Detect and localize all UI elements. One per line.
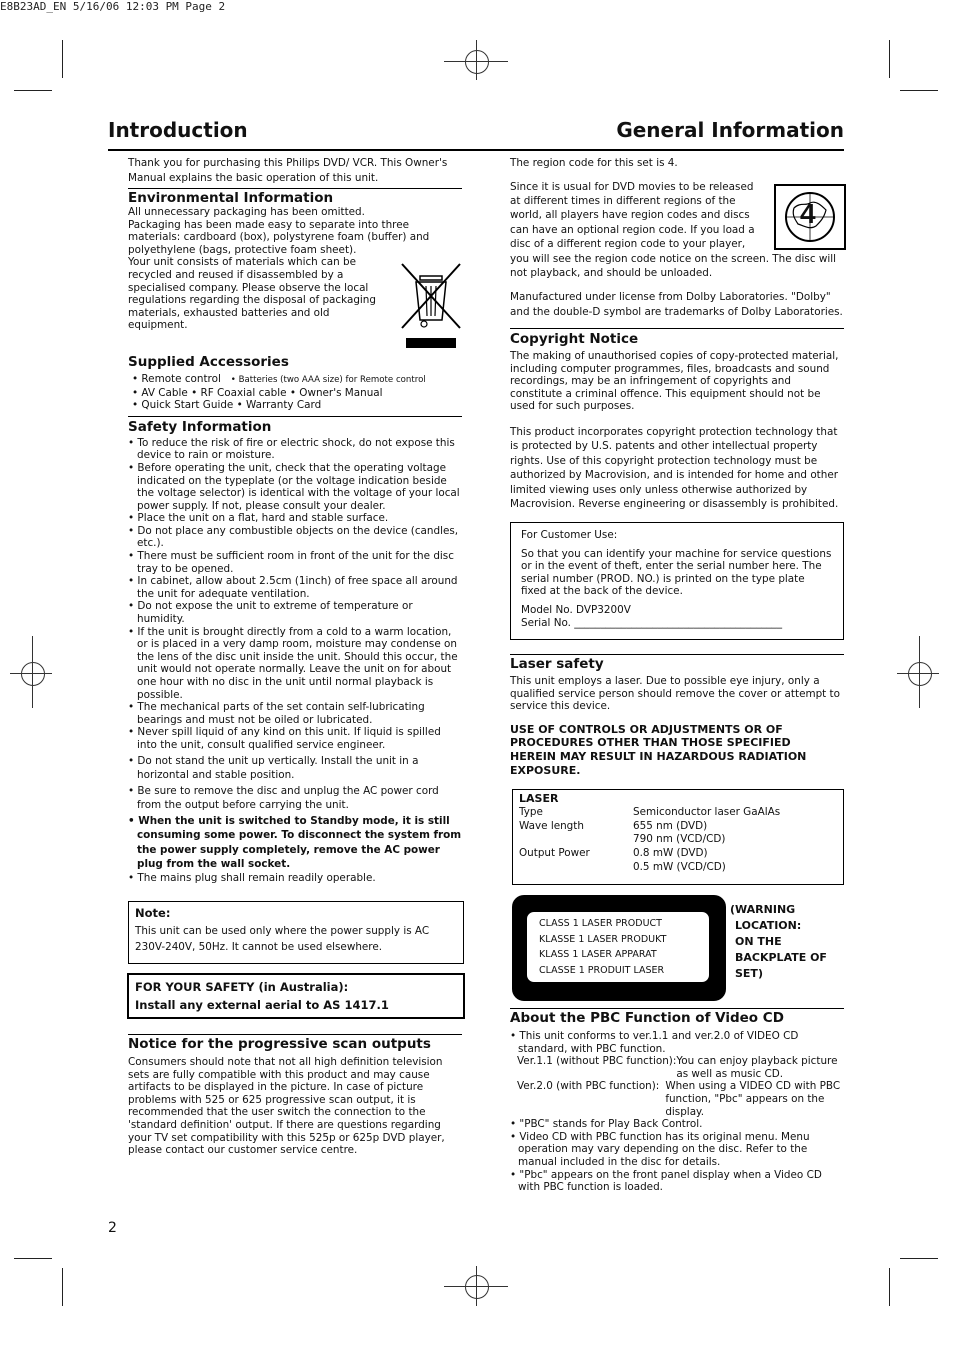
list-item: • Before operating the unit, check that the operating voltage indicated on the typeplate (or the voltage indication beside the voltage selector) is identical with the voltage of your local power supply. If not, please consult your dealer. [128,461,460,512]
registration-mark [476,40,477,80]
spec-value: 790 nm (VCD/CD) [633,833,726,846]
list-item: • Do not expose the unit to extreme of temperature or humidity. [128,600,413,626]
laser-spec-row [519,833,837,847]
pbc-version-row [510,1080,844,1118]
warning-location-line: LOCATION: [735,919,802,932]
warning-location-line: (WARNING [730,903,796,916]
list-item: • Place the unit on a flat, hard and stable surface. [128,512,389,525]
header-rule [108,149,844,151]
list-item: • Do not stand the unit up vertically. Install the unit in a horizontal and stable position. [128,754,419,781]
region-code-number: 4 [800,198,816,229]
laser-spec-row [519,847,837,861]
laser-section [510,654,844,777]
spec-value: 655 nm (DVD) [633,819,708,832]
spec-key: Output Power [519,847,590,860]
copyright-text-2: This product incorporates copyright protection technology that is protected by U.S. patents and other intellectual property rights. Use of this copyright protection technology must be authorized by Macrovision, and is intended for home and other limited viewing uses only unless otherwise authorized by Macrovision. Reverse engineering or disassembly is prohibited. [510,425,839,510]
spec-key: Type [519,805,543,818]
label-line: KLASS 1 LASER APPARAT [539,949,657,960]
crop-mark [889,1268,890,1306]
registration-mark [476,1266,477,1306]
safety-heading: Safety Information [128,418,272,435]
pbc-heading: About the PBC Function of Video CD [510,1010,784,1026]
accessory-item: • Batteries (two AAA size) for Remote control [230,374,426,385]
crop-mark [62,1268,63,1306]
note-text: This unit can be used only where the power supply is AC 230V-240V, 50Hz. It cannot be used elsewhere. [135,925,430,953]
list-item: • Do not place any combustible objects on the device (candles, etc.). [128,524,459,550]
laser-heading: Laser safety [510,656,604,672]
spec-value: 0.5 mW (VCD/CD) [633,860,726,873]
spec-key [519,861,633,875]
laser-spec-row [519,820,837,834]
laser-class-label-inner [526,911,710,983]
divider [510,328,844,329]
spec-key: Wave length [519,819,584,832]
print-slug: E8B23AD_EN 5/16/06 12:03 PM Page 2 [0,0,226,13]
progressive-section [128,1034,462,1157]
laser-warning: USE OF CONTROLS OR ADJUSTMENTS OR OF PROCEDURES OTHER THAN THOSE SPECIFIED HEREIN MAY RESULT IN HAZARDOUS RADIATION EXPOSURE. [510,722,807,777]
registration-mark [908,662,932,686]
warning-location [730,902,827,982]
label-line: CLASS 1 LASER PRODUCT [539,918,662,929]
progressive-text: Consumers should note that not all high definition television sets are fully compatible with this product and may cause artifacts to be displayed in the picture. In case of picture problems with 525 or 625 progressive scan output, it is recommended that the user switch the connection to the 'standard definition' output. If there are questions regarding your TV set compatibility with this 525p or 625p DVD player, please contact our customer service centre. [128,1056,445,1157]
environmental-heading: Environmental Information [128,190,334,206]
copyright-text-1: The making of unauthorised copies of copy-protected material, including computer programmes, files, broadcasts and sound recordings, may be an infringement of copyrights and constitute a criminal offence. This equipment should not be used for such purposes. [510,350,839,413]
list-item: • Be sure to remove the disc and unplug the AC power cord from the output before carrying the unit. [128,784,439,811]
spec-key [519,833,633,847]
crop-mark [62,40,63,78]
pbc-item: • "PBC" stands for Play Back Control. [510,1118,703,1131]
crop-mark [900,1258,938,1259]
copyright-heading: Copyright Notice [510,331,639,347]
accessory-row: • AV Cable • RF Coaxial cable • Owner's Manual [132,386,383,399]
section-title-introduction: Introduction [108,118,248,142]
laser-spec-row [519,861,837,875]
crop-mark [900,90,938,91]
region-text-a: Since it is usual for DVD movies to be released at different times in different regions of the world, all players have region codes and discs can have an optional region code. If you load a disc of a different region code to your player, [510,180,755,251]
customer-use-box [510,522,844,640]
accessories-heading: Supplied Accessories [128,353,289,370]
region-text-b: you will see the region code notice on the screen. The disc will not playback, and should be unloaded. [510,252,836,280]
list-item: • Never spill liquid of any kind on this unit. If liquid is spilled into the unit, consult qualified service engineer. [128,726,441,751]
environmental-text-2: Packaging has been made easy to separate into three materials: cardboard (box), polystyrene foam (buffer) and polyethylene (bags, protective foam sheet). [128,218,430,256]
divider [128,416,462,417]
list-item: • The mains plug shall remain readily operable. [128,871,376,884]
note-box [128,901,464,964]
crop-mark [14,1258,52,1259]
divider [128,1034,462,1035]
model-number: Model No. DVP3200V [521,603,631,616]
accessory-item: • Remote control [132,372,221,385]
accessory-row [128,373,462,387]
pbc-item: • Video CD with PBC function has its original menu. Menu operation may vary depending on the disc. Refer to the manual included in the disc for details. [510,1130,810,1168]
divider [510,654,844,655]
list-item: • The mechanical parts of the set contain self-lubricating bearings and must not be oiled or lubricated. [128,701,425,726]
registration-mark [465,50,489,74]
divider [128,188,462,189]
label-line: CLASSE 1 PRODUIT LASER [539,964,665,976]
list-item: • In cabinet, allow about 2.5cm (1inch) of free space all around the unit for adequate ventilation. [128,575,458,600]
pbc-item: • This unit conforms to ver.1.1 and ver.2.0 of VIDEO CD standard, with PBC function. [510,1030,799,1055]
intro-text: Thank you for purchasing this Philips DVD/ VCR. This Owner's Manual explains the basic operation of this unit. [128,157,448,184]
pbc-section [510,1008,844,1194]
safety-list [128,437,462,884]
region-line: The region code for this set is 4. [510,157,678,169]
registration-mark [32,636,33,708]
environmental-text-3: Your unit consists of materials which can be recycled and reused if disassembled by a specialised company. Please observe the local regulations regarding the disposal of packaging materials, exhausted batteries and old equipment. [128,256,376,332]
copyright-section [510,328,844,511]
australia-line-1: FOR YOUR SAFETY (in Australia): [135,980,349,994]
registration-mark [919,636,920,708]
laser-class-label [512,895,726,1001]
page-number: 2 [108,1220,117,1236]
customer-text: So that you can identify your machine for service questions or in the event of theft, enter the serial number here. The serial number (PROD. NO.) is printed on the type plate fixed at the back of the device. [521,547,832,598]
pbc-item: • "Pbc" appears on the front panel display when a Video CD with PBC function is loaded. [510,1168,822,1194]
version-label: Ver.1.1 (without PBC function): [517,1055,677,1068]
crop-mark [14,90,52,91]
warning-location-line: BACKPLATE OF [735,951,827,964]
warning-location-line: SET) [735,967,763,980]
label-line: KLASSE 1 LASER PRODUKT [539,933,667,945]
laser-table-title: LASER [519,792,559,805]
registration-mark [10,673,52,674]
list-item: • If the unit is brought directly from a cold to a warm location, or is placed in a very damp room, moisture may condense on the lens of the disc unit inside the unit. Should this occur, the unit would not operate normally. Leave the unit on for about one hour with no disc in the unit until normal playback is possible. [128,625,458,701]
warning-location-line: ON THE [735,935,782,948]
version-text: You can enjoy playback picture as well as music CD. [676,1055,838,1080]
region-code-icon [774,184,846,250]
note-heading: Note: [135,906,171,920]
crossed-out-bin-icon [400,262,462,350]
spec-value: Semiconductor laser GaAlAs [633,805,781,818]
divider [510,1008,844,1009]
list-item: • There must be sufficient room in front of the unit for the disc tray to be opened. [128,550,454,575]
laser-spec-table [512,789,844,885]
version-text: When using a VIDEO CD with PBC function, "Pbc" appears on the display. [665,1080,841,1118]
list-item: • To reduce the risk of fire or electric shock, do not expose this device to rain or moisture. [128,436,455,462]
pbc-version-row [510,1055,844,1080]
australia-box [127,973,465,1019]
spec-value: 0.8 mW (DVD) [633,847,708,860]
registration-mark [897,673,939,674]
progressive-heading: Notice for the progressive scan outputs [128,1036,431,1052]
list-item-bold: • When the unit is switched to Standby mode, it is still consuming some power. To disconnect the system from the power supply completely, remove the AC power plug from the wall socket. [128,814,462,871]
customer-heading: For Customer Use: [521,529,618,541]
crop-mark [889,40,890,78]
australia-line-2: Install any external aerial to AS 1417.1 [135,998,389,1012]
version-label: Ver.2.0 (with PBC function): [517,1080,660,1093]
environmental-text-1: All unnecessary packaging has been omitted. [128,206,365,218]
registration-mark [465,1275,489,1299]
laser-text: This unit employs a laser. Due to possible eye injury, only a qualified service person should remove the cover or attempt to service this device. [510,675,840,713]
accessory-row: • Quick Start Guide • Warranty Card [132,399,322,412]
dolby-text: Manufactured under license from Dolby Laboratories. "Dolby" and the double-D symbol are trademarks of Dolby Laboratories. [510,291,843,319]
registration-mark [21,662,45,686]
serial-number: Serial No. ________________________________________ [521,616,783,629]
laser-spec-row [519,806,837,820]
section-title-general-information: General Information [616,118,844,142]
